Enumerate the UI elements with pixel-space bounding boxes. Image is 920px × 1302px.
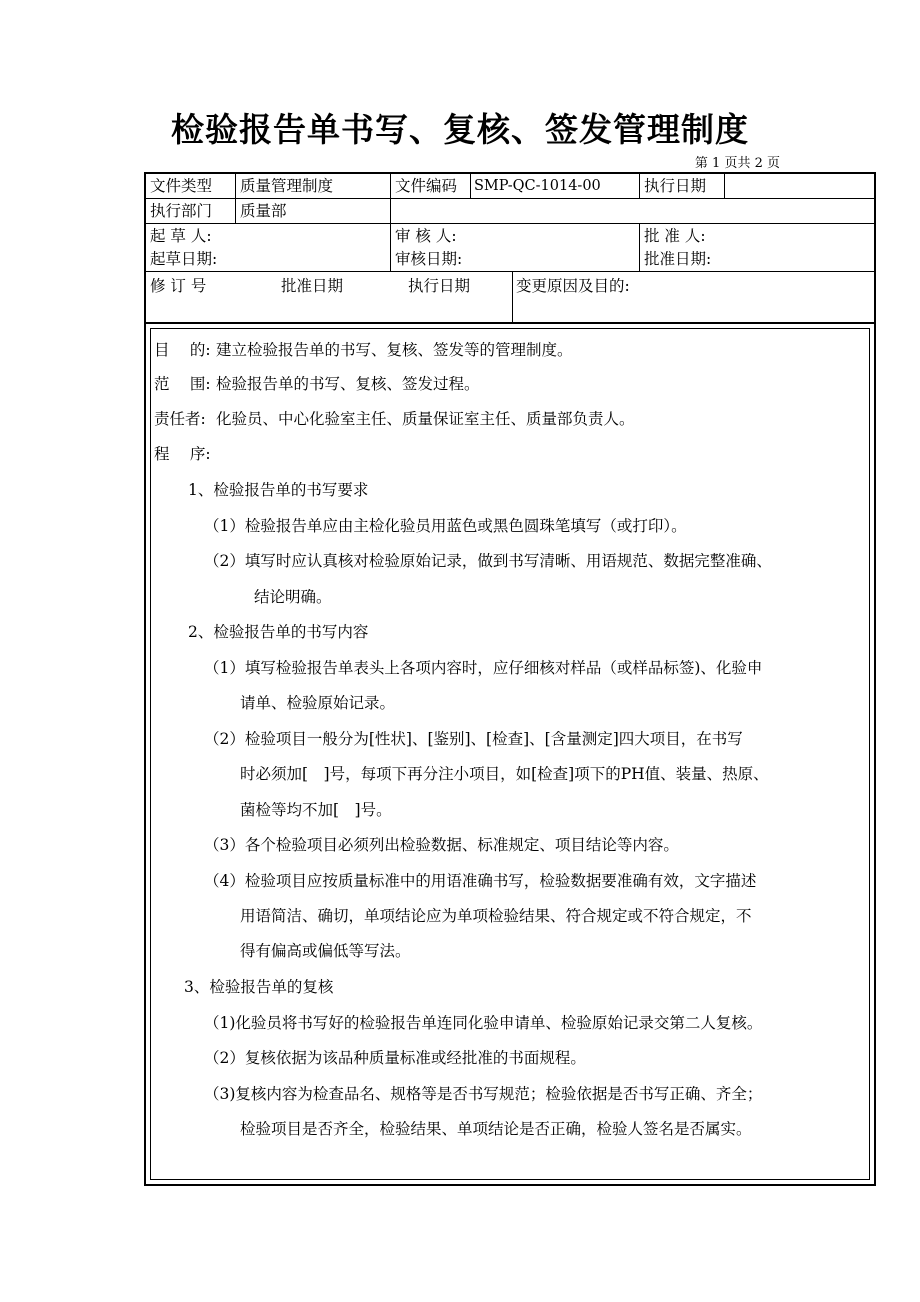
doc-type-label: 文件类型 bbox=[150, 177, 213, 195]
col-divider bbox=[390, 174, 391, 271]
dept-value: 质量部 bbox=[240, 202, 287, 220]
scope-label: 范 围: bbox=[154, 375, 211, 393]
section-2-item-4-cont: 用语简洁、确切，单项结论应为单项检验结果、符合规定或不符合规定，不 bbox=[240, 907, 752, 925]
col-divider bbox=[724, 174, 725, 198]
exec-date-col: 执行日期 bbox=[408, 277, 471, 295]
row-divider bbox=[146, 198, 874, 199]
document-title: 检验报告单书写、复核、签发管理制度 bbox=[171, 110, 749, 149]
doc-code-label: 文件编码 bbox=[395, 177, 458, 195]
section-1-item-2: （2）填写时应认真核对检验原始记录，做到书写清晰、用语规范、数据完整准确、 bbox=[204, 552, 772, 570]
section-3-item-3-cont: 检验项目是否齐全，检验结果、单项结论是否正确，检验人签名是否属实。 bbox=[240, 1120, 752, 1138]
section-3-item-3: （3)复核内容为检查品名、规格等是否书写规范；检验依据是否书写正确、齐全； bbox=[204, 1085, 763, 1103]
doc-type-value: 质量管理制度 bbox=[240, 177, 334, 195]
section-2-item-4-cont2: 得有偏高或偏低等写法。 bbox=[240, 942, 411, 960]
section-3-item-1: （1)化验员将书写好的检验报告单连同化验申请单、检验原始记录交第二人复核。 bbox=[204, 1014, 763, 1032]
approval-date-col: 批准日期 bbox=[281, 277, 344, 295]
section-2-item-4: （4）检验项目应按质量标准中的用语准确书写，检验数据要准确有效，文字描述 bbox=[204, 872, 757, 890]
purpose-line bbox=[154, 340, 573, 360]
section-2-item-1-cont: 请单、检验原始记录。 bbox=[240, 694, 396, 712]
col-divider bbox=[470, 174, 471, 198]
scope-text: 检验报告单的书写、复核、签发过程。 bbox=[216, 375, 480, 393]
dept-label: 执行部门 bbox=[150, 202, 213, 220]
header-table bbox=[144, 172, 876, 324]
section-1-item-1: （1）检验报告单应由主检化验员用蓝色或黑色圆珠笔填写（或打印）。 bbox=[204, 517, 687, 535]
section-3-title: 3、检验报告单的复核 bbox=[184, 978, 334, 996]
drafter-label: 起 草 人: bbox=[150, 227, 212, 245]
change-reason-label: 变更原因及目的: bbox=[516, 277, 630, 295]
review-date-label: 审核日期: bbox=[395, 250, 463, 268]
section-1-item-2-cont: 结论明确。 bbox=[254, 588, 332, 606]
col-divider bbox=[512, 271, 513, 324]
responsible-text: 化验员、中心化验室主任、质量保证室主任、质量部负责人。 bbox=[216, 410, 635, 428]
scope-line bbox=[154, 374, 480, 394]
approver-label: 批 准 人: bbox=[644, 227, 706, 245]
reviewer-label: 审 核 人: bbox=[395, 227, 457, 245]
col-divider bbox=[235, 174, 236, 223]
section-2-title: 2、检验报告单的书写内容 bbox=[188, 623, 369, 641]
approve-date-label: 批准日期: bbox=[644, 250, 712, 268]
section-2-item-2-cont: 时必须加[ ]号，每项下再分注小项目，如[检查]项下的PH值、装量、热原、 bbox=[240, 765, 769, 783]
col-divider bbox=[639, 223, 640, 271]
section-1-title: 1、检验报告单的书写要求 bbox=[188, 481, 369, 499]
exec-date-label: 执行日期 bbox=[644, 177, 707, 195]
section-2-item-2-cont2: 菌检等均不加[ ]号。 bbox=[240, 801, 392, 819]
row-divider bbox=[146, 271, 874, 272]
procedure-label: 程 序: bbox=[154, 445, 211, 463]
section-2-item-1: （1）填写检验报告单表头上各项内容时，应仔细核对样品（或样品标签)、化验申 bbox=[204, 659, 763, 677]
doc-code-value: SMP-QC-1014-00 bbox=[474, 178, 601, 194]
purpose-label: 目 的: bbox=[154, 341, 211, 359]
draft-date-label: 起草日期: bbox=[150, 250, 218, 268]
section-2-item-3: （3）各个检验项目必须列出检验数据、标准规定、项目结论等内容。 bbox=[204, 836, 679, 854]
responsible-label: 责任者: bbox=[154, 410, 206, 428]
section-2-item-2: （2）检验项目一般分为[性状]、[鉴别]、[检查]、[含量测定]四大项目，在书写 bbox=[204, 730, 743, 748]
responsible-line bbox=[154, 409, 635, 429]
revision-label: 修 订 号 bbox=[150, 277, 207, 295]
row-divider bbox=[146, 223, 874, 224]
purpose-text: 建立检验报告单的书写、复核、签发等的管理制度。 bbox=[216, 341, 573, 359]
section-3-item-2: （2）复核依据为该品种质量标准或经批准的书面规程。 bbox=[204, 1049, 586, 1067]
page-number: 第 1 页共 2 页 bbox=[694, 156, 780, 171]
content-box bbox=[144, 322, 876, 1186]
col-divider bbox=[639, 174, 640, 198]
